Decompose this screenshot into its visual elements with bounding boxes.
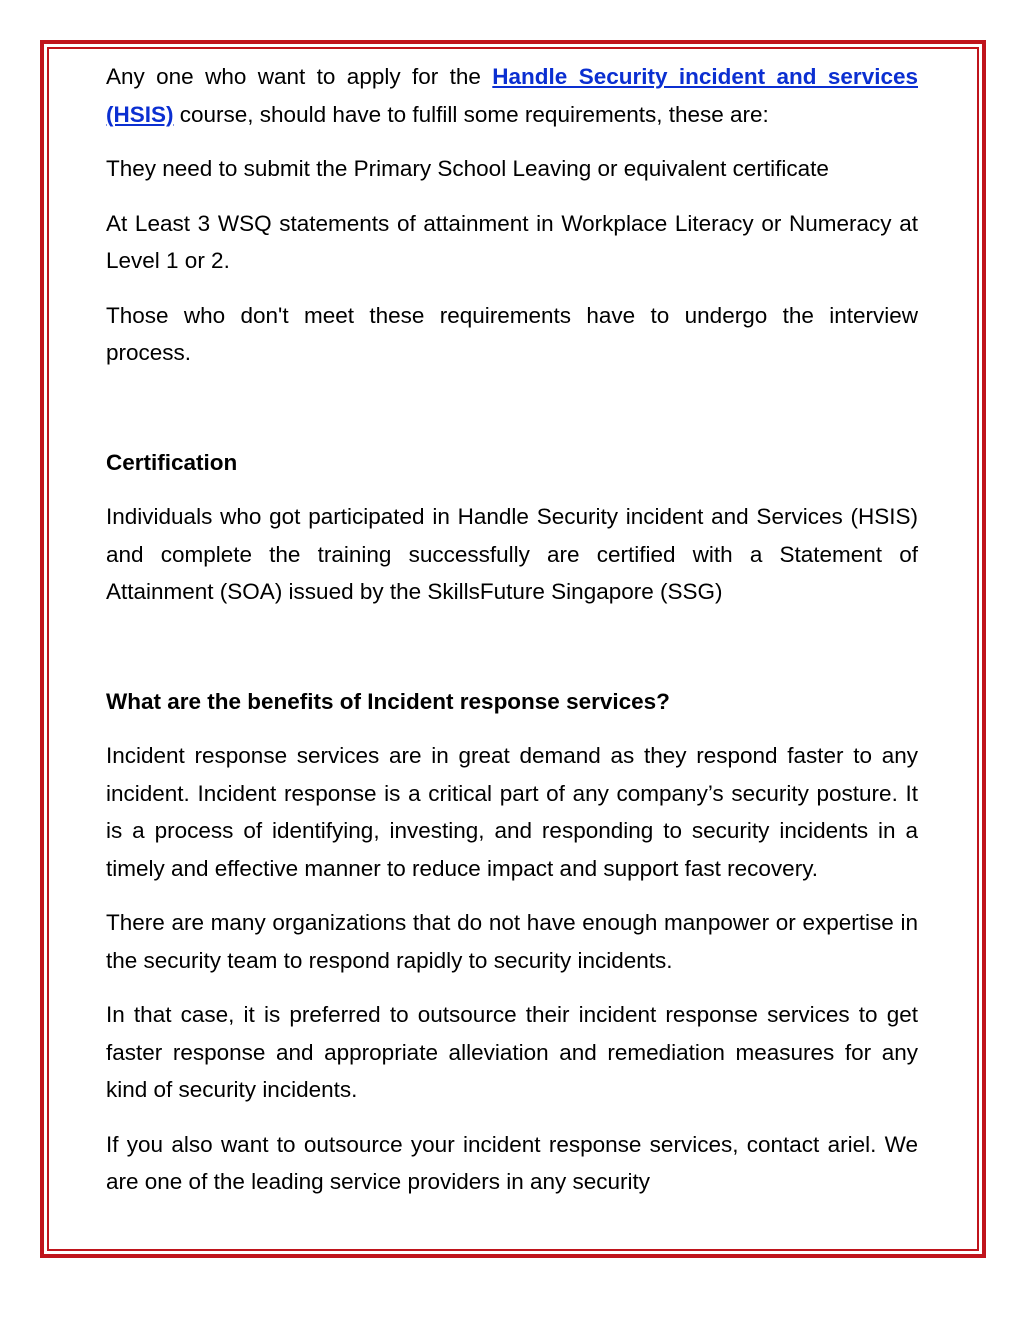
benefits-paragraph: If you also want to outsource your incident response services, contact ariel. We are one of the leading service providers in any security <box>106 1131 918 1194</box>
certification-heading: Certification <box>106 449 238 475</box>
hsis-course-link[interactable]: Handle Security incident and services (HSIS) <box>106 64 918 127</box>
intro-text-before-link: Any one who want to apply for the <box>106 64 493 89</box>
benefits-paragraph: In that case, it is preferred to outsource their incident response services to get faster response and appropriate alleviation and remediation measures for any kind of security incidents. <box>106 1002 918 1102</box>
requirement-paragraph: Those who don't meet these requirements have to undergo the interview process. <box>106 302 918 365</box>
benefits-paragraph: There are many organizations that do not have enough manpower or expertise in the security team to respond rapidly to security incidents. <box>106 910 918 973</box>
benefits-paragraph: Incident response services are in great demand as they respond faster to any incident. Incident response is a critical part of any company’s security posture. It is a process of identifying, investing, and responding to security incidents in a timely and effective manner to reduce impact and support fast recovery. <box>106 743 918 881</box>
document-body <box>106 58 918 1218</box>
intro-paragraph <box>106 58 918 133</box>
requirement-paragraph: At Least 3 WSQ statements of attainment in Workplace Literacy or Numeracy at Level 1 or 2. <box>106 210 918 273</box>
requirement-paragraph: They need to submit the Primary School Leaving or equivalent certificate <box>106 156 829 181</box>
benefits-heading: What are the benefits of Incident response services? <box>106 688 670 714</box>
intro-text-after-link: course, should have to fulfill some requirements, these are: <box>173 101 769 127</box>
certification-paragraph: Individuals who got participated in Handle Security incident and Services (HSIS) and complete the training successfully are certified with a Statement of Attainment (SOA) issued by the SkillsFuture Singapore (SSG) <box>106 504 918 604</box>
